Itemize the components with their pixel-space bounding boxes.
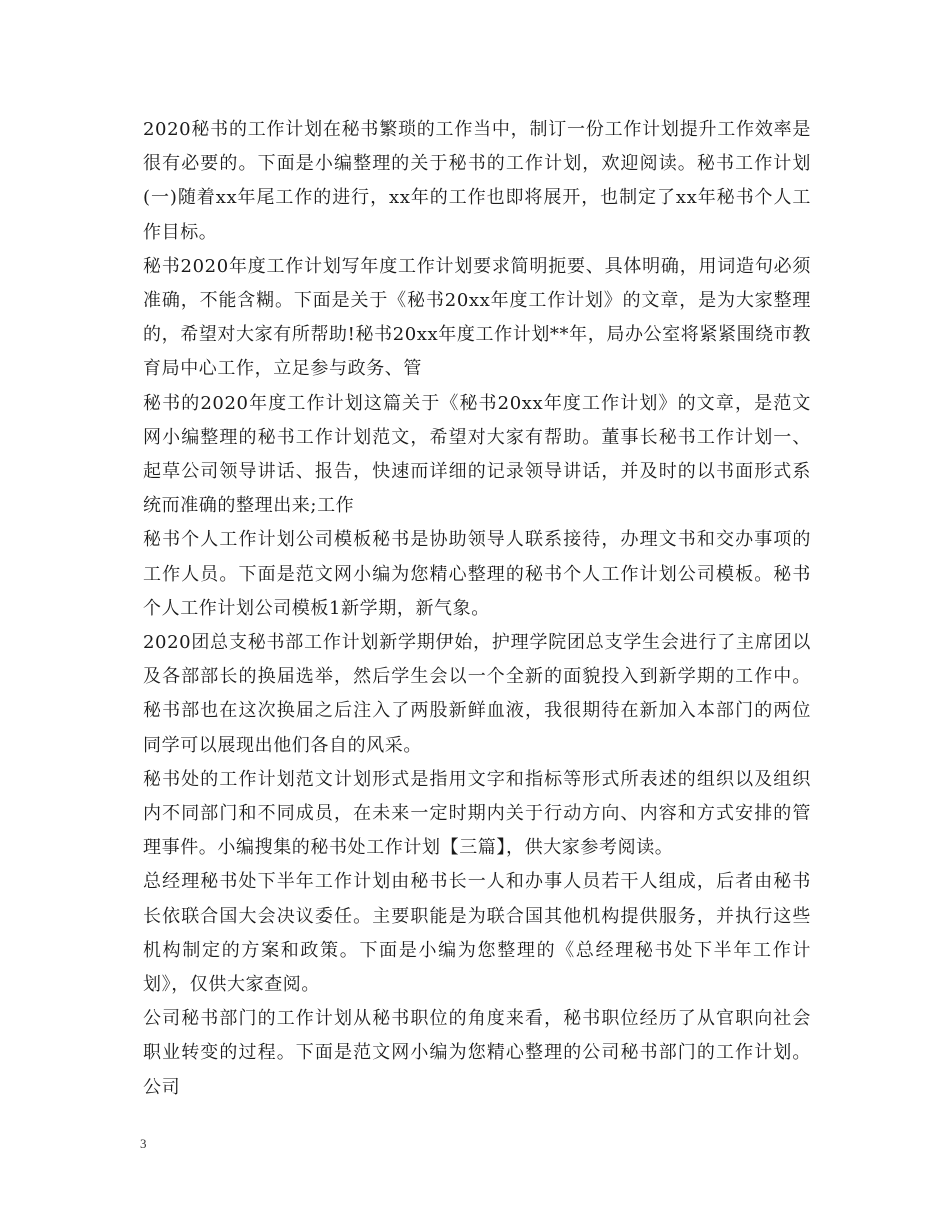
- paragraph-6: 秘书处的工作计划范文计划形式是指用文字和指标等形式所表述的组织以及组织内不同部门和不同成员，在未来一定时期内关于行动方向、内容和方式安排的管理事件。小编搜集的秘书处工作计划【三篇】，供大家参考阅读。: [143, 768, 811, 859]
- page-number: 3: [140, 1136, 147, 1151]
- paragraph-1: 2020秘书的工作计划在秘书繁琐的工作当中，制订一份工作计划提升工作效率是很有必要的。下面是小编整理的关于秘书的工作计划，欢迎阅读。秘书工作计划(一)随着xx年尾工作的进行，xx年的工作也即将展开，也制定了xx年秘书个人工作目标。: [143, 119, 811, 243]
- paragraph-7: 总经理秘书处下半年工作计划由秘书长一人和办事人员若干人组成，后者由秘书长依联合国大会决议委任。主要职能是为联合国其他机构提供服务，并执行这些机构制定的方案和政策。下面是小编为您整理的《总经理秘书处下半年工作计划》，仅供大家查阅。: [143, 871, 811, 996]
- paragraph-2: 秘书2020年度工作计划写年度工作计划要求简明扼要、具体明确，用词造句必须准确，不能含糊。下面是关于《秘书20xx年度工作计划》的文章，是为大家整理的，希望对大家有所帮助!秘书20xx年度工作计划**年，局办公室将紧紧围绕市教育局中心工作，立足参与政务、管: [143, 255, 811, 380]
- paragraph-3: 秘书的2020年度工作计划这篇关于《秘书20xx年度工作计划》的文章，是范文网小编整理的秘书工作计划范文，希望对大家有帮助。董事长秘书工作计划一、起草公司领导讲话、报告，快速而详细的记录领导讲话，并及时的以书面形式系统而准确的整理出来;工作: [143, 392, 811, 517]
- paragraph-4: 秘书个人工作计划公司模板秘书是协助领导人联系接待，办理文书和交办事项的工作人员。下面是范文网小编为您精心整理的秘书个人工作计划公司模板。秘书个人工作计划公司模板1新学期，新气象。: [143, 529, 811, 619]
- paragraph-8: 公司秘书部门的工作计划从秘书职位的角度来看，秘书职位经历了从官职向社会职业转变的过程。下面是范文网小编为您精心整理的公司秘书部门的工作计划。公司: [143, 1008, 811, 1098]
- paragraph-5: 2020团总支秘书部工作计划新学期伊始，护理学院团总支学生会进行了主席团以及各部部长的换届选举，然后学生会以一个全新的面貌投入到新学期的工作中。秘书部也在这次换届之后注入了两股新鲜血液，我很期待在新加入本部门的两位同学可以展现出他们各自的风采。: [143, 632, 811, 756]
- document-body: [143, 113, 811, 1105]
